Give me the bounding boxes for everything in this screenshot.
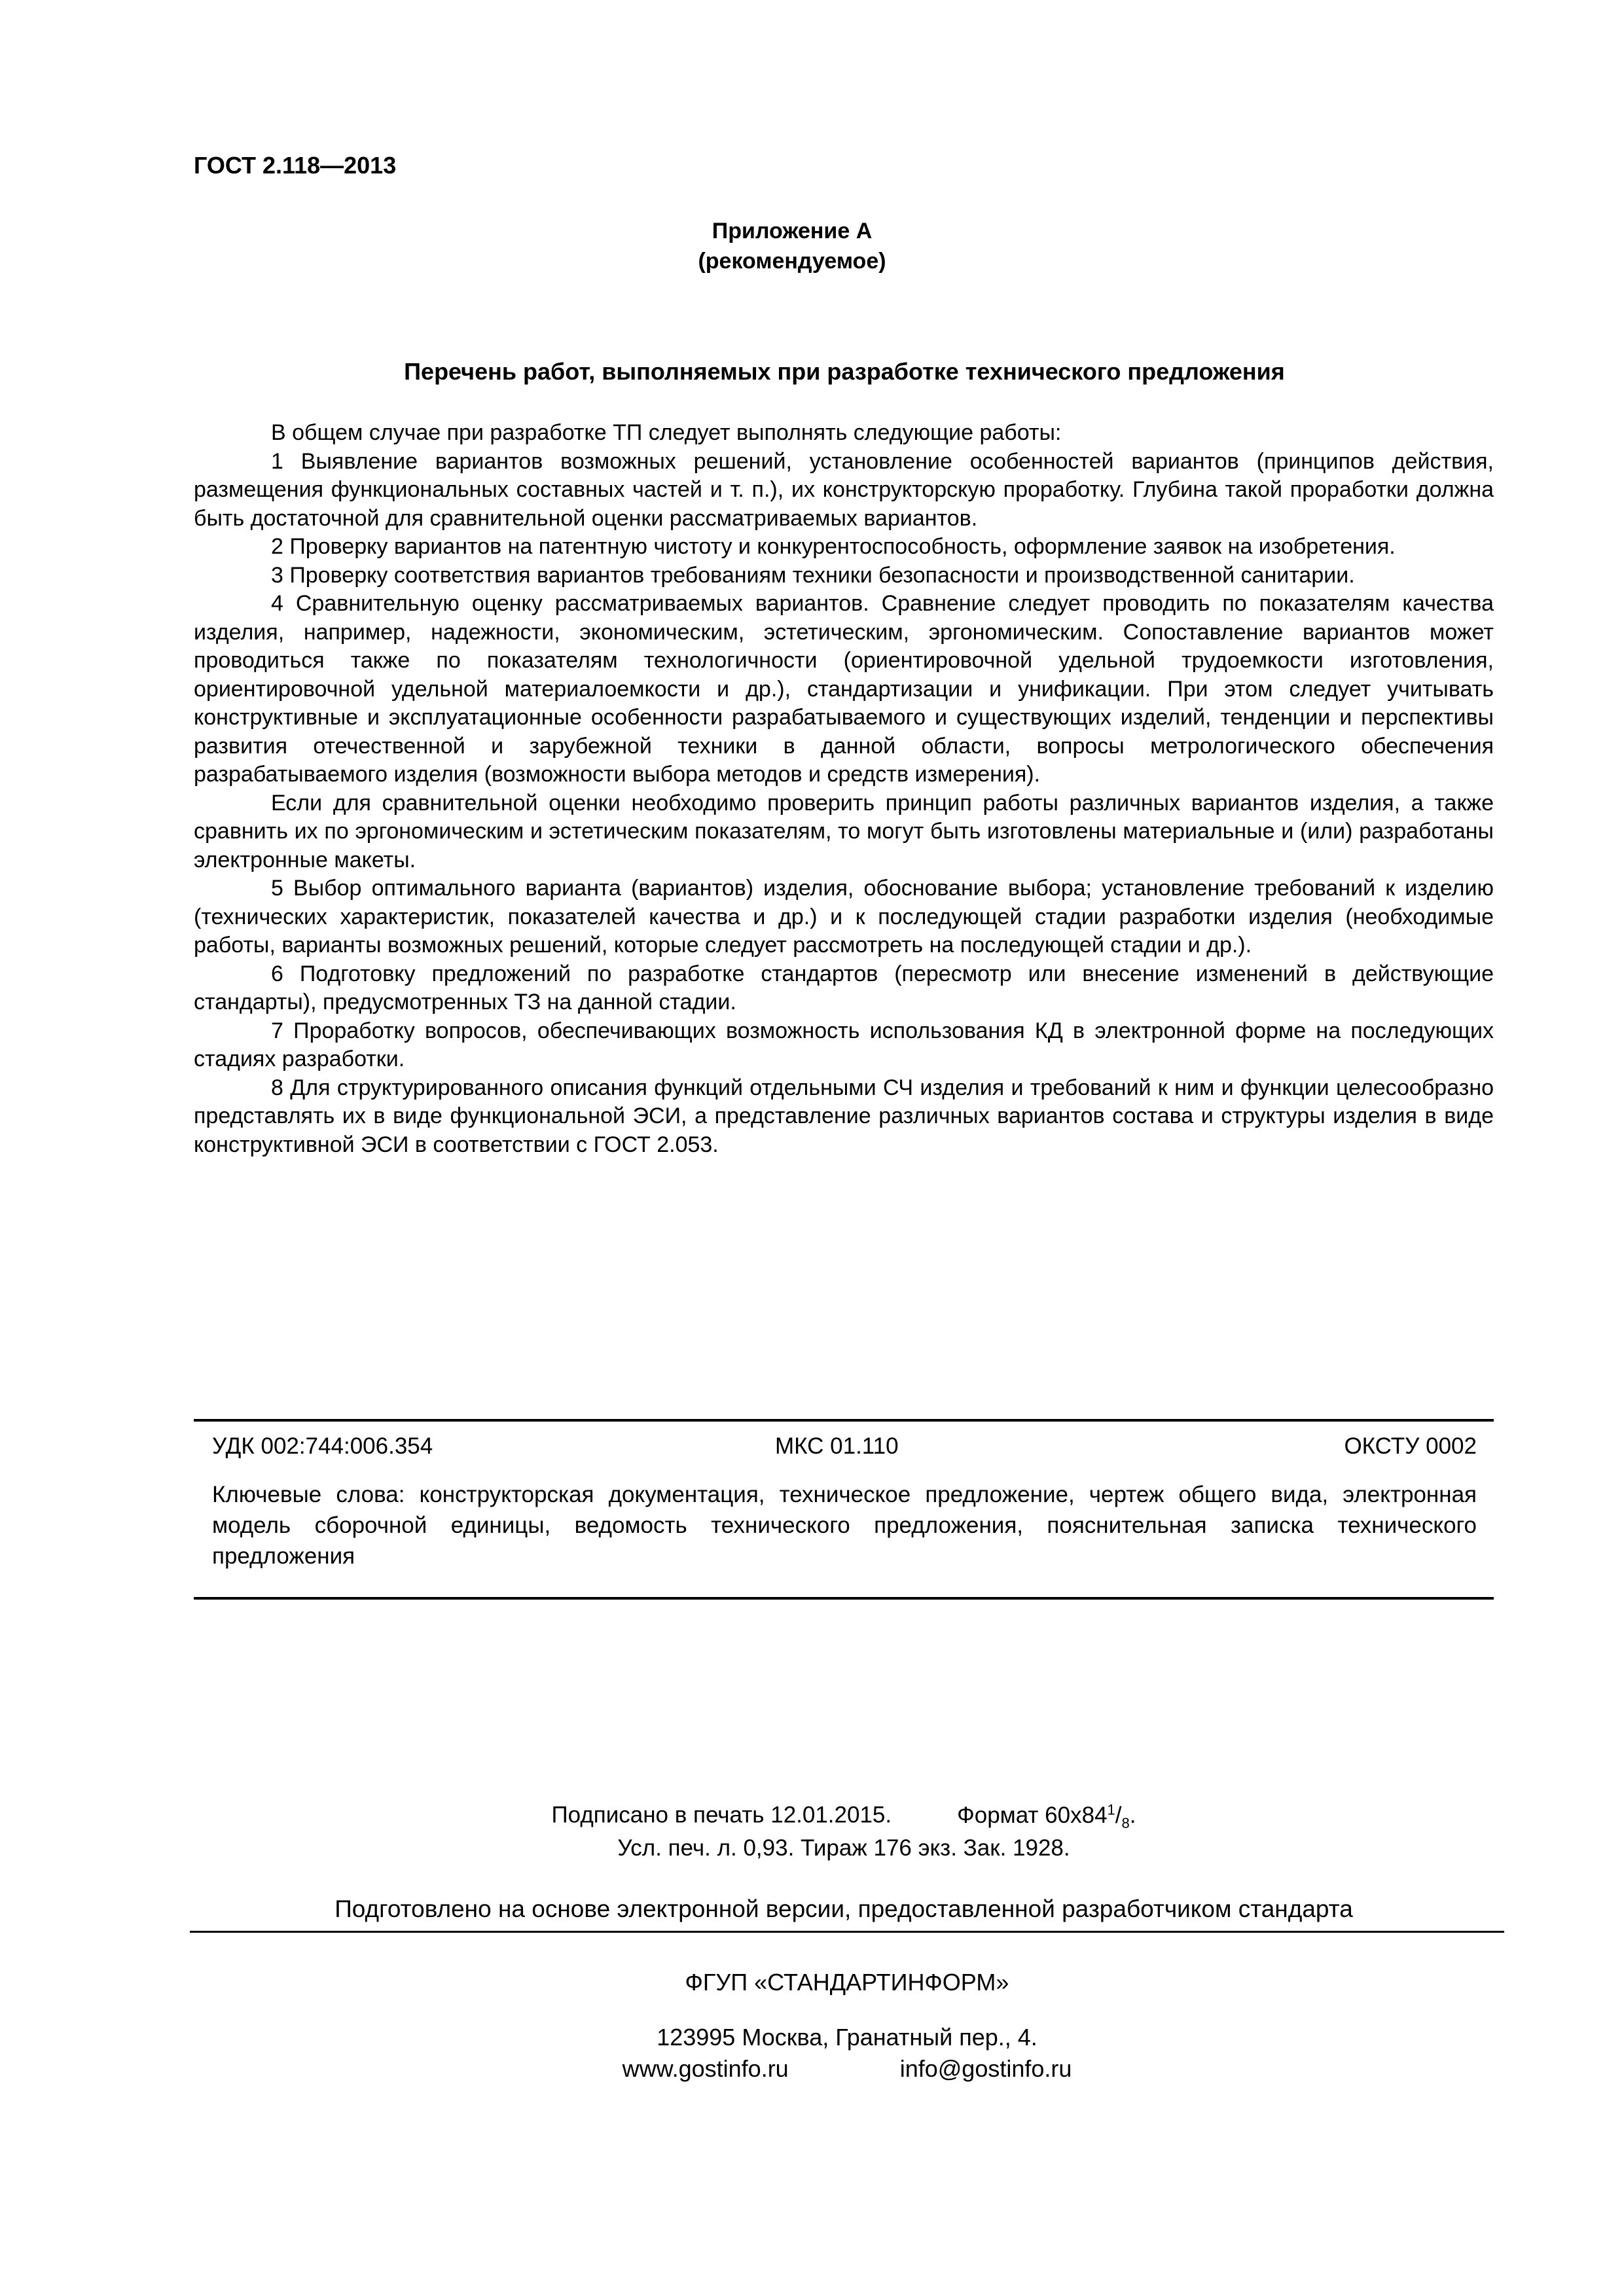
signed-date: Подписано в печать 12.01.2015. [551, 1802, 892, 1828]
document-title: Перечень работ, выполняемых при разработке технического предложения [404, 358, 1285, 385]
okstu-code: ОКСТУ 0002 [1344, 1433, 1477, 1459]
publisher-name: ФГУП «СТАНДАРТИНФОРМ» [685, 1969, 1009, 1996]
document-body [194, 419, 1494, 1159]
appendix-status: (рекомендуемое) [698, 249, 886, 274]
paper-format: Формат $60x84^1/_8$. [957, 1801, 1136, 1831]
appendix-title: Приложение А [712, 219, 873, 243]
email-link[interactable]: info@gostinfo.ru [899, 2055, 1072, 2082]
classification-codes [212, 1433, 1477, 1466]
mks-code: МКС 01.110 [775, 1433, 899, 1459]
udk-code: УДК 002:744:006.354 [212, 1433, 433, 1459]
print-info: Усл. печ. л. 0,93. Тираж 176 экз. Зак. 1928. [617, 1835, 1070, 1861]
classification-top-rule [194, 1419, 1494, 1422]
paragraph: Если для сравнительной оценки необходимо проверить принцип работы различных вариантов изделия, а также сравнить их по эргономическим и эстетическим показателям, то могут быть изготовлены материальные и (или) разработаны электронные макеты. [194, 790, 1494, 872]
keywords: Ключевые слова: конструкторская документация, техническое предложение, чертеж общего вида, электронная модель сборочной единицы, ведомость технического предложения, пояснительная записка технического предложения [212, 1482, 1477, 1569]
imprint-signed-line [194, 1801, 1494, 1832]
prepared-note: Подготовлено на основе электронной версии, предоставленной разработчиком стандарта [334, 1895, 1353, 1922]
imprint-rule [190, 1931, 1504, 1933]
paragraph: 8 Для структурированного описания функций отдельными СЧ изделия и требований к ним и функции целесообразно представлять их в виде функциональной ЭСИ, а представление различных вариантов состава и структуры изделия в виде конструктивной ЭСИ в соответствии с ГОСТ 2.053. [194, 1075, 1494, 1157]
paragraph: В общем случае при разработке ТП следует выполнять следующие работы: [271, 420, 1062, 445]
paragraph: 1 Выявление вариантов возможных решений, установление особенностей вариантов (принципов действия, размещения функциональных составных частей и т. п.), их конструкторскую проработку. Глубина такой проработки должна быть достаточной для сравнительной оценки рассматриваемых вариантов. [194, 448, 1494, 531]
paragraph: 5 Выбор оптимального варианта (вариантов) изделия, обоснование выбора; установление требований к изделию (технических характеристик, показателей качества и др.) и к последующей стадии разработки изделия (необходимые работы, варианты возможных решений, которые следует рассмотреть на последующей стадии и др.). [194, 876, 1494, 958]
classification-bottom-rule [194, 1597, 1494, 1600]
paragraph: 2 Проверку вариантов на патентную чистоту и конкурентоспособность, оформление заявок на изобретения. [271, 534, 1396, 559]
paragraph: 6 Подготовку предложений по разработке стандартов (пересмотр или внесение изменений в действующие стандарты), предусмотренных ТЗ на данной стадии. [194, 961, 1494, 1014]
paragraph: 4 Сравнительную оценку рассматриваемых вариантов. Сравнение следует проводить по показателям качества изделия, например, надежности, экономическим, эстетическим, эргономическим. Сопоставление вариантов может проводиться также по показателям технологичности (ориентировочной удельной трудоемкости изготовления, ориентировочной удельной материалоемкости и др.), стандартизации и унификации. При этом следует учитывать конструктивные и эксплуатационные особенности разрабатываемого и существующих изделий, тенденции и перспективы развития отечественной и зарубежной техники в данной области, вопросы метрологического обеспечения разрабатываемого изделия (возможности выбора методов и средств измерения). [194, 591, 1494, 787]
standard-code: ГОСТ 2.118—2013 [194, 152, 397, 179]
publisher-address: 123995 Москва, Гранатный пер., 4. [657, 2024, 1038, 2051]
paragraph: 3 Проверку соответствия вариантов требованиям техники безопасности и производственной санитарии. [271, 562, 1355, 588]
website-link[interactable]: www.gostinfo.ru [622, 2055, 789, 2082]
publisher-contacts [190, 2055, 1504, 2083]
paragraph: 7 Проработку вопросов, обеспечивающих возможность использования КД в электронной форме на последующих стадиях разработки. [194, 1018, 1494, 1071]
